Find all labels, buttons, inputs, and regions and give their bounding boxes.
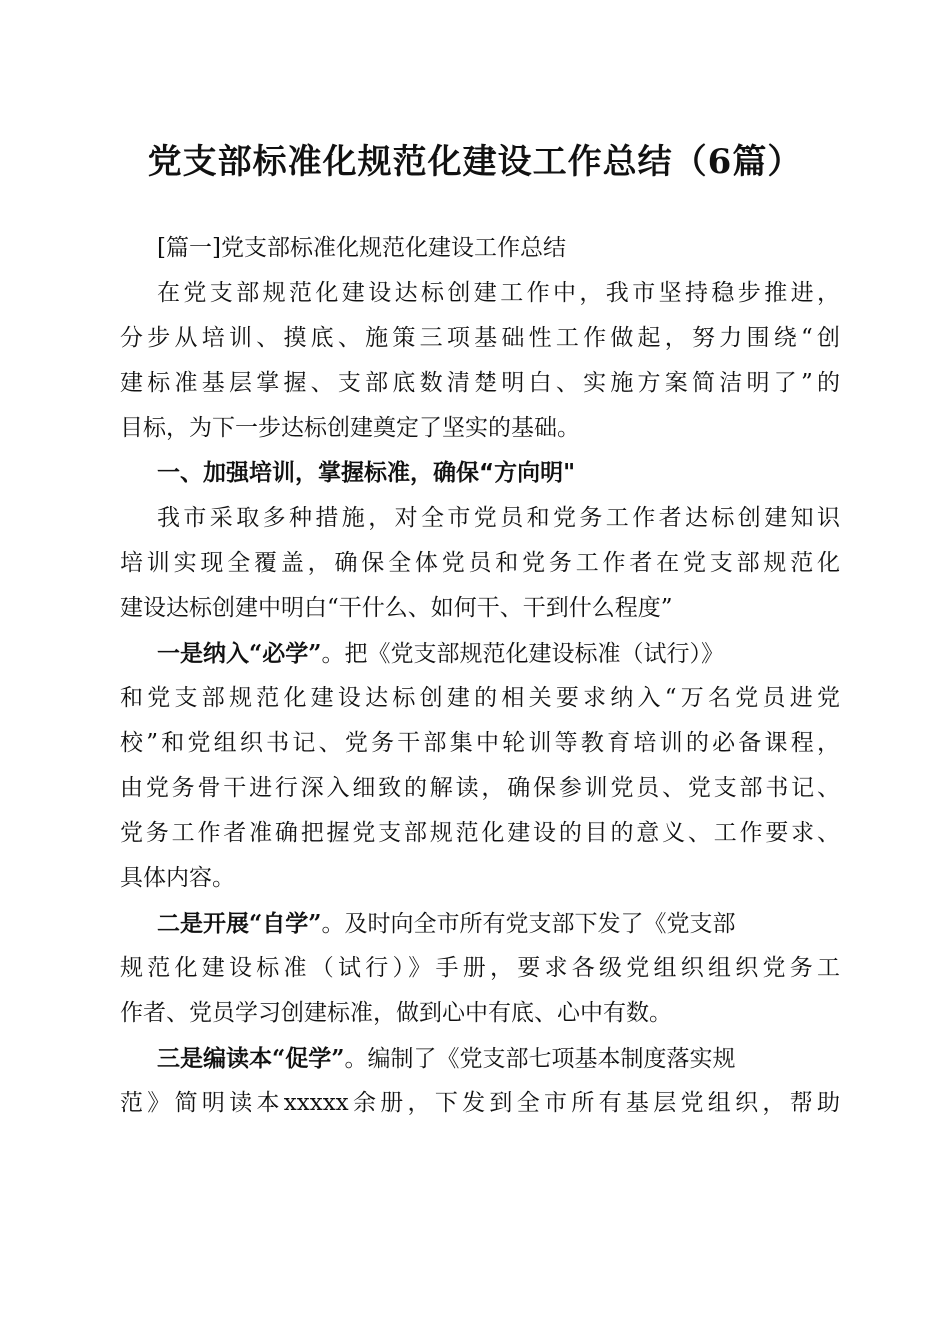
lead-phrase: 三是编读本“促学” (157, 1045, 345, 1072)
paragraph-text: 。及时向全市所有党支部下发了《党支部 (321, 911, 736, 937)
paragraph-line: 由党务骨干进行深入细致的解读，确保参训党员、党支部书记、 (120, 775, 840, 801)
paragraph-line: 建标准基层掌握、支部底数清楚明白、实施方案简洁明了”的 (120, 370, 840, 396)
lead-phrase: 二是开展“自学” (157, 910, 322, 937)
paragraph-line: 和党支部规范化建设达标创建的相关要求纳入“万名党员进党 (120, 685, 840, 711)
paragraph-line: 校”和党组织书记、党务干部集中轮训等教育培训的必备课程， (120, 730, 840, 756)
document-title: 党支部标准化规范化建设工作总结（6篇） (147, 142, 803, 182)
lead-phrase: 一是纳入“必学” (157, 640, 322, 667)
paragraph-text: 。编制了《党支部七项基本制度落实规 (344, 1046, 736, 1072)
section-heading-1: [篇一]党支部标准化规范化建设工作总结 (157, 235, 566, 261)
paragraph-line (120, 901, 840, 946)
paragraph-line: 党务工作者准确把握党支部规范化建设的目的意义、工作要求、 (120, 820, 840, 846)
paragraph-line: 具体内容。 (120, 865, 235, 891)
paragraph-line: 建设达标创建中明白“干什么、如何干、干到什么程度” (120, 595, 673, 621)
paragraph-line: 目标，为下一步达标创建奠定了坚实的基础。 (120, 415, 580, 441)
paragraph-line: 分步从培训、摸底、施策三项基础性工作做起，努力围绕“创 (120, 325, 840, 351)
paragraph-line: 范》简明读本xxxxx余册，下发到全市所有基层党组织，帮助 (120, 1090, 840, 1116)
paragraph-line (120, 1036, 840, 1081)
paragraph-line: 培训实现全覆盖，确保全体党员和党务工作者在党支部规范化 (120, 550, 840, 576)
heading-section-1: 一、加强培训，掌握标准，确保“方向明" (157, 460, 576, 486)
paragraph-line: 规范化建设标准（试行）》手册，要求各级党组织组织党务工 (120, 955, 840, 981)
paragraph-text: 。把《党支部规范化建设标准（试行）》 (321, 641, 724, 667)
paragraph-line (120, 631, 840, 676)
paragraph-line: 在党支部规范化建设达标创建工作中，我市坚持稳步推进， (157, 280, 840, 306)
paragraph-line: 作者、党员学习创建标准，做到心中有底、心中有数。 (120, 1000, 672, 1026)
document-body (120, 226, 840, 1126)
paragraph-line: 我市采取多种措施，对全市党员和党务工作者达标创建知识 (157, 505, 840, 531)
